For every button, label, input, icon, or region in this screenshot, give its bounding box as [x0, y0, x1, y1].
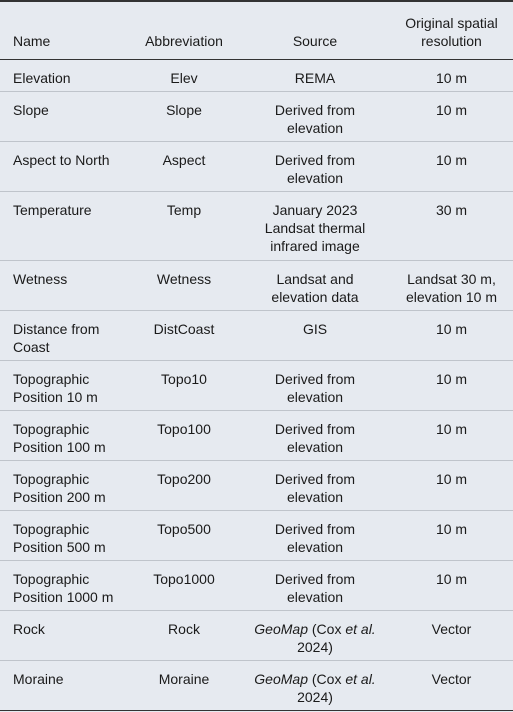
cell-name [0, 461, 128, 510]
cell-source-line: REMA [294, 69, 336, 86]
cell-resolution [390, 361, 513, 410]
cell-resolution [390, 511, 513, 560]
cell-resolution-line: 10 m [435, 470, 468, 487]
cell-abbreviation: Topo500 [157, 520, 211, 537]
cell-source-line: 2024) [297, 638, 333, 655]
cell-abbreviation: Topo200 [157, 470, 211, 487]
cell-source [240, 511, 390, 560]
table-body [0, 60, 513, 711]
cell-abbreviation: Temp [166, 201, 202, 218]
cell-name-line: Position 500 m [13, 538, 106, 555]
cell-source-line: infrared image [270, 237, 360, 254]
cell-resolution-line: 10 m [435, 520, 468, 537]
cell-source [240, 60, 390, 91]
table-row [0, 92, 513, 142]
cell-name-line: Temperature [13, 201, 92, 218]
cell-resolution [390, 60, 513, 91]
cell-resolution-line: 10 m [435, 101, 468, 118]
cell-source-line: elevation [286, 488, 344, 505]
cell-source [240, 661, 390, 710]
cell-resolution-line: elevation 10 m [405, 288, 498, 305]
cell-abbreviation: Rock [168, 620, 200, 637]
table-row [0, 411, 513, 461]
cell-resolution-line: Vector [431, 670, 472, 687]
cell-name-line: Position 100 m [13, 438, 106, 455]
cell-name-line: Aspect to North [13, 151, 110, 168]
cell-abbreviation: Aspect [162, 151, 206, 168]
cell-resolution [390, 661, 513, 710]
cell-source-line: elevation [286, 588, 344, 605]
cell-name-line: Topographic [13, 520, 90, 537]
cell-resolution-line: 10 m [435, 370, 468, 387]
cell-resolution [390, 611, 513, 660]
cell-name [0, 142, 128, 191]
table-row [0, 611, 513, 661]
cell-source [240, 142, 390, 191]
source-italic: et al. [345, 670, 376, 687]
cell-resolution-line: 10 m [435, 151, 468, 168]
source-italic: GeoMap [254, 670, 308, 687]
cell-name [0, 311, 128, 360]
cell-resolution-line: Landsat 30 m, [407, 270, 496, 287]
cell-source [240, 192, 390, 260]
table-row [0, 261, 513, 311]
cell-name-line: Topographic [13, 570, 90, 587]
cell-name [0, 60, 128, 91]
table-header-row [0, 2, 513, 60]
cell-source [240, 561, 390, 610]
cell-name-line: Position 1000 m [13, 588, 114, 605]
header-abbreviation: Abbreviation [145, 32, 223, 49]
cell-source [240, 611, 390, 660]
cell-name [0, 261, 128, 310]
cell-source-line: Derived from [274, 470, 356, 487]
table-row [0, 192, 513, 261]
cell-name [0, 192, 128, 260]
cell-name-line: Elevation [13, 69, 71, 86]
cell-abbreviation: Slope [166, 101, 202, 118]
cell-name [0, 611, 128, 660]
cell-source [240, 261, 390, 310]
source-plain: (Cox [308, 670, 346, 687]
cell-source [240, 361, 390, 410]
cell-name [0, 411, 128, 460]
cell-source-line: elevation [286, 119, 344, 136]
cell-name-line: Topographic [13, 420, 90, 437]
cell-resolution [390, 461, 513, 510]
cell-name-line: Wetness [13, 270, 68, 287]
header-resolution [390, 14, 513, 50]
header-source: Source [292, 32, 338, 49]
cell-source [240, 411, 390, 460]
cell-source [240, 311, 390, 360]
cell-source-line: GIS [302, 320, 328, 337]
cell-source-line: Derived from [274, 570, 356, 587]
cell-source-line: elevation [286, 438, 344, 455]
table-row [0, 361, 513, 411]
cell-source [240, 461, 390, 510]
cell-source-line: Landsat and [276, 270, 354, 287]
cell-name [0, 511, 128, 560]
cell-name-line: Position 200 m [13, 488, 106, 505]
source-italic: et al. [345, 620, 376, 637]
header-resolution-line2: resolution [421, 32, 482, 49]
cell-resolution-line: 10 m [435, 320, 468, 337]
cell-resolution [390, 411, 513, 460]
cell-resolution [390, 142, 513, 191]
cell-abbreviation: DistCoast [153, 320, 215, 337]
cell-source-line: elevation data [271, 288, 359, 305]
cell-abbreviation: Moraine [158, 670, 210, 687]
cell-source-line: Derived from [274, 370, 356, 387]
cell-name-line: Coast [13, 338, 50, 355]
cell-source-line: Derived from [274, 520, 356, 537]
cell-abbreviation: Topo10 [161, 370, 207, 387]
cell-name-line: Topographic [13, 470, 90, 487]
cell-source-line [240, 620, 390, 638]
cell-resolution-line: 10 m [435, 420, 468, 437]
cell-source-line: elevation [286, 538, 344, 555]
table-row [0, 561, 513, 611]
cell-name-line: Slope [13, 101, 49, 118]
cell-abbreviation: Topo1000 [153, 570, 215, 587]
cell-source-line: Derived from [274, 151, 356, 168]
cell-name [0, 361, 128, 410]
table-row [0, 60, 513, 92]
header-resolution-line1: Original spatial [405, 14, 498, 31]
cell-resolution [390, 92, 513, 141]
cell-abbreviation: Elev [170, 69, 198, 86]
cell-resolution-line: Vector [431, 620, 472, 637]
table-row [0, 661, 513, 711]
cell-name-line: Rock [13, 620, 45, 637]
header-name: Name [13, 32, 51, 49]
source-italic: GeoMap [254, 620, 308, 637]
table-row [0, 311, 513, 361]
cell-resolution-line: 10 m [435, 69, 468, 86]
cell-resolution-line: 10 m [435, 570, 468, 587]
cell-resolution [390, 261, 513, 310]
table-row [0, 511, 513, 561]
cell-resolution [390, 311, 513, 360]
cell-source-line: Derived from [274, 101, 356, 118]
cell-source-line: elevation [286, 388, 344, 405]
cell-resolution-line: 30 m [435, 201, 468, 218]
cell-source-line: Derived from [274, 420, 356, 437]
cell-name [0, 661, 128, 710]
cell-source [240, 92, 390, 141]
cell-resolution [390, 192, 513, 260]
cell-abbreviation: Wetness [156, 270, 212, 287]
cell-name-line: Moraine [13, 670, 64, 687]
cell-source-line: Landsat thermal [264, 219, 366, 236]
table-row [0, 142, 513, 192]
cell-abbreviation: Topo100 [157, 420, 211, 437]
cell-name-line: Topographic [13, 370, 90, 387]
cell-name-line: Position 10 m [13, 388, 98, 405]
cell-name [0, 92, 128, 141]
cell-name [0, 561, 128, 610]
cell-source-line: January 2023 [272, 201, 358, 218]
table-row [0, 461, 513, 511]
cell-name-line: Distance from [13, 320, 100, 337]
cell-source-line [240, 670, 390, 688]
cell-source-line: 2024) [297, 688, 333, 705]
cell-resolution [390, 561, 513, 610]
source-plain: (Cox [308, 620, 346, 637]
cell-source-line: elevation [286, 169, 344, 186]
